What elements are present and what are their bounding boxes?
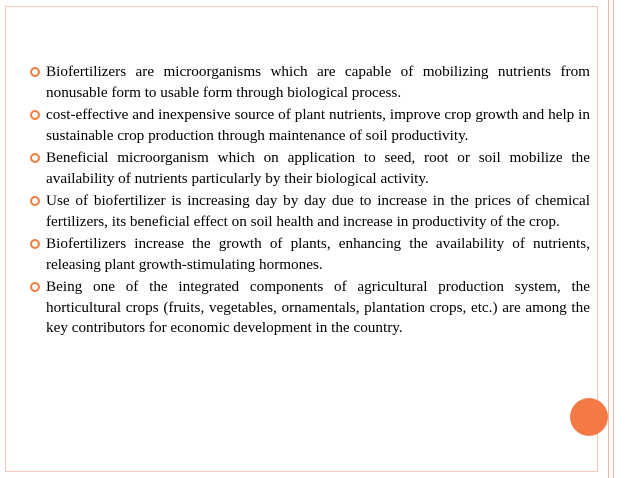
bullet-item: [30, 277, 590, 339]
accent-circle: [570, 398, 608, 436]
right-rail-line-inner: [613, 0, 614, 478]
circle-bullet-icon: [30, 110, 40, 120]
circle-bullet-icon: [30, 239, 40, 249]
bullet-text: cost-effective and inexpensive source of plant nutrients, improve crop growth and help in sustainable crop production through maintenance of soil productivity.: [46, 106, 590, 144]
circle-bullet-icon: [30, 196, 40, 206]
circle-bullet-icon: [30, 282, 40, 292]
bullet-list: [30, 62, 590, 339]
bullet-item: [30, 234, 590, 275]
right-rail-line: [608, 0, 609, 478]
bullet-text: Biofertilizers are microorganisms which are capable of mobilizing nutrients from nonusable form to usable form through biological process.: [46, 63, 590, 101]
bullet-text: Biofertilizers increase the growth of plants, enhancing the availability of nutrients, releasing plant growth-stimulating hormones.: [46, 235, 590, 273]
bullet-text: Use of biofertilizer is increasing day by day due to increase in the prices of chemical fertilizers, its beneficial effect on soil health and increase in productivity of the crop.: [46, 192, 590, 230]
bullet-text: Being one of the integrated components of agricultural production system, the horticultural crops (fruits, vegetables, ornamentals, plantation crops, etc.) are among the key contributors for economic development in the country.: [46, 278, 590, 336]
circle-bullet-icon: [30, 67, 40, 77]
bullet-text: Beneficial microorganism which on application to seed, root or soil mobilize the availability of nutrients particularly by their biological activity.: [46, 149, 590, 187]
bullet-item: [30, 105, 590, 146]
bullet-item: [30, 148, 590, 189]
slide-content: [30, 62, 590, 341]
bullet-item: [30, 62, 590, 103]
bullet-item: [30, 191, 590, 232]
circle-bullet-icon: [30, 153, 40, 163]
